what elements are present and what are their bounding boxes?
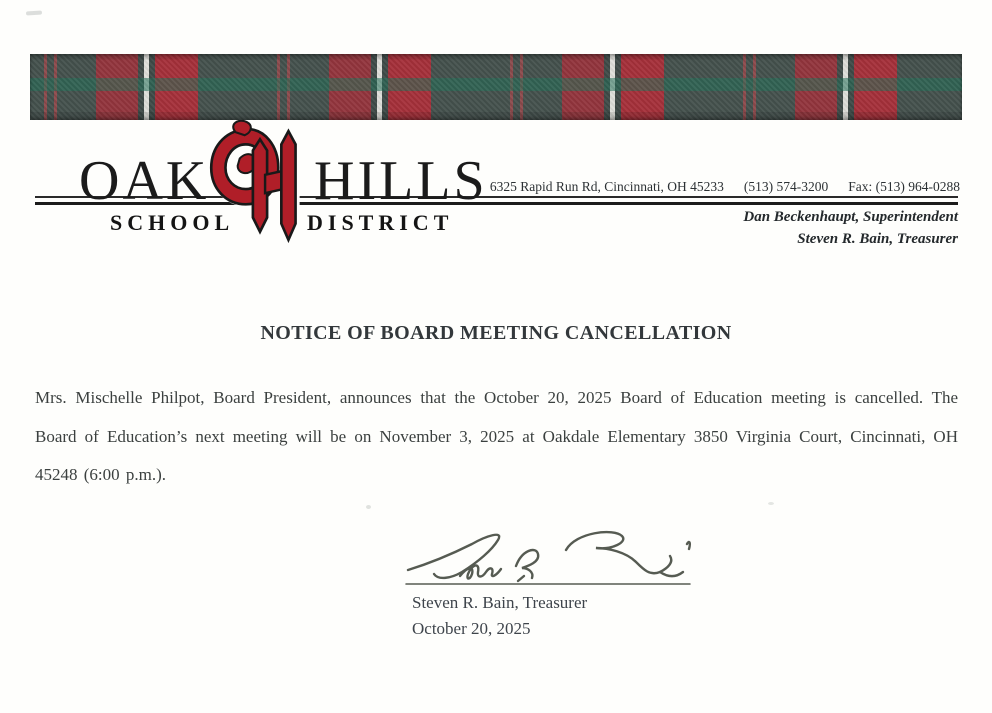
oh-monogram-icon — [206, 120, 314, 248]
logo-subword-district: DISTRICT — [307, 210, 454, 235]
contact-line — [460, 179, 960, 195]
signature-name-line: Steven R. Bain, Treasurer — [412, 593, 588, 612]
phone-text: (513) 574-3200 — [743, 179, 829, 194]
superintendent-line: Dan Beckenhaupt, Superintendent — [743, 209, 958, 225]
logo-subword-school: SCHOOL — [110, 210, 235, 235]
signature-date-line: October 20, 2025 — [412, 619, 531, 638]
notice-title: NOTICE OF BOARD MEETING CANCELLATION — [260, 322, 732, 344]
fax-text: Fax: (513) 964-0288 — [848, 179, 960, 194]
scan-artifact — [366, 505, 371, 509]
notice-body: Mrs. Mischelle Philpot, Board President, announces that the October 20, 2025 Board of Education meeting is cancelled. The Board of Education’s next meeting will be on November 3, 2025 at Oakdale Elementary 3850 Virginia Court, Cincinnati, OH 45248 (6:00 p.m.). — [35, 388, 958, 484]
scan-artifact — [26, 10, 42, 15]
logo-word-oak: OAK — [79, 150, 210, 212]
logo-word-hills: HILLS — [314, 150, 488, 212]
scan-artifact — [768, 502, 774, 505]
signature-scrawl — [398, 522, 698, 596]
tartan-banner — [30, 54, 962, 120]
address-text: 6325 Rapid Run Rd, Cincinnati, OH 45233 — [489, 179, 724, 194]
treasurer-line: Steven R. Bain, Treasurer — [797, 231, 958, 247]
